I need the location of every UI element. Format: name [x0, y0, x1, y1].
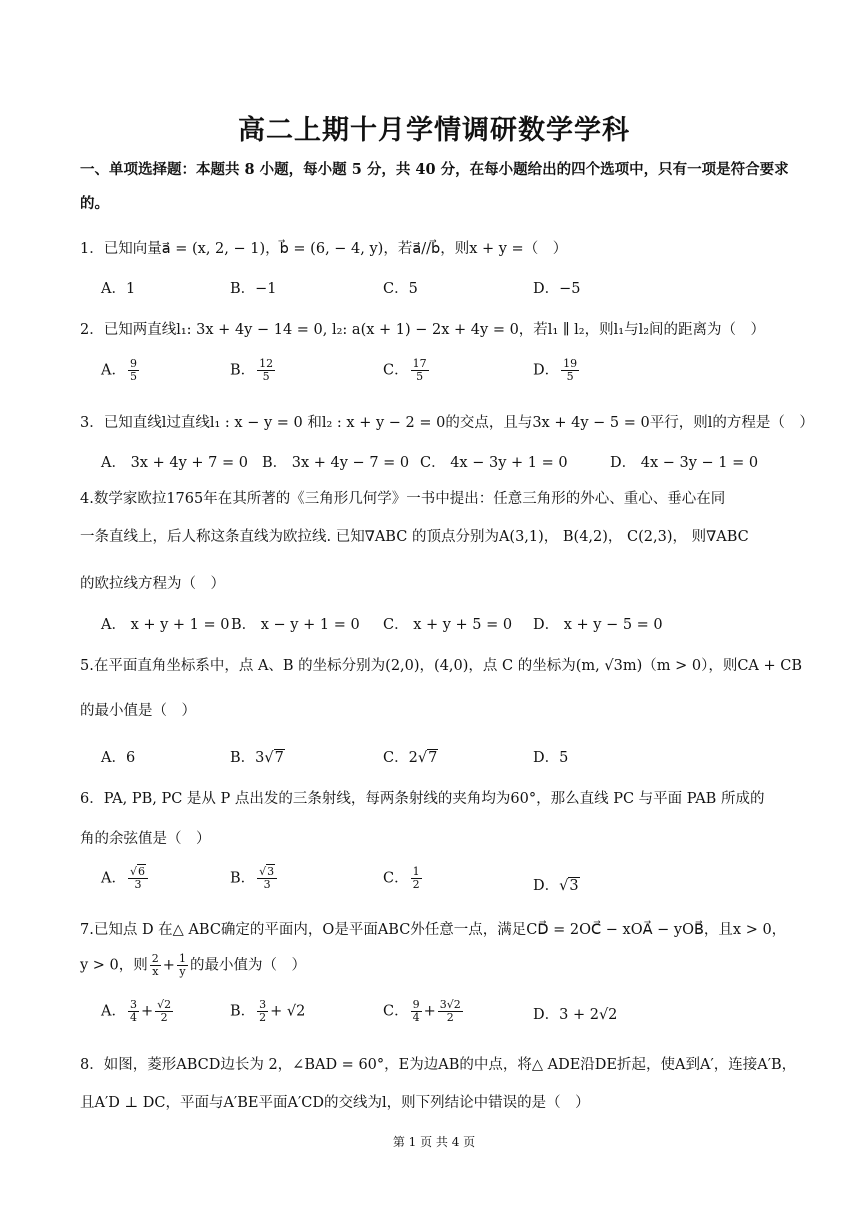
- question-6-option-a: [101, 866, 150, 891]
- denominator: 5: [566, 370, 574, 383]
- fraction: [128, 866, 148, 891]
- denominator: 2: [412, 878, 420, 891]
- square-root: √3: [559, 878, 579, 894]
- section-heading: 一、单项选择题：本题共 8 小题，每小题 5 分，共 40 分，在每小题给出的四个选项中，只有一项是符合要求的。: [80, 161, 789, 212]
- numerator: 17: [412, 357, 427, 370]
- option-label: B．3: [230, 750, 265, 766]
- question-1-option-a: A．1: [101, 281, 136, 297]
- radicand: 6: [138, 865, 145, 878]
- question-6-option-c: [383, 866, 424, 891]
- question-2-option-b: [230, 358, 277, 383]
- question-3-option-a: A． 3x + 4y + 7 = 0: [101, 455, 248, 471]
- question-4-option-d: D． x + y − 5 = 0: [533, 617, 663, 633]
- option-label: A．: [101, 1003, 126, 1020]
- numerator: 12: [259, 357, 274, 370]
- question-5-option-d: D．5: [533, 750, 569, 766]
- denominator: 4: [129, 1011, 137, 1024]
- denominator: 5: [416, 370, 424, 383]
- question-2-stem: 2．已知两直线l₁: 3x + 4y − 14 = 0, l₂: a(x + 1) − 2x + 4y = 0，若l₁ ∥ l₂，则l₁与l₂间的距离为（ ）: [80, 322, 766, 338]
- denominator: 5: [129, 370, 137, 383]
- question-4-line-3: 的欧拉线方程为（ ）: [80, 576, 225, 592]
- question-8-line-1: 8．如图，菱形ABCD边长为 2，∠BAD = 60°，E为边AB的中点，将△ ADE沿DE折起，使A到A′，连接A′B，: [80, 1057, 797, 1073]
- question-7-option-b: [230, 999, 305, 1024]
- question-6-option-b: [230, 866, 279, 891]
- question-2-option-a: [101, 358, 141, 383]
- numerator: 3: [259, 998, 267, 1011]
- question-4-option-a: A． x + y + 1 = 0: [101, 617, 230, 633]
- question-6-option-d: [533, 874, 580, 895]
- question-1-option-b: B．−1: [230, 281, 277, 297]
- option-label: D．: [533, 362, 560, 379]
- question-4-line-1: 4.数学家欧拉1765年在其所著的《三角形几何学》一书中提出：任意三角形的外心、重心、垂心在同: [80, 491, 726, 507]
- fraction: [257, 999, 268, 1024]
- question-5-option-a: A．6: [101, 750, 136, 766]
- question-7-option-a: A． $\frac{3}{4}$ + $\frac{√2}{2}$: [101, 998, 172, 1024]
- question-7-option-d: D．3 + 2√2: [533, 1007, 618, 1023]
- fraction: [150, 953, 161, 978]
- denominator: 3: [134, 878, 142, 891]
- question-8-line-2: 且A′D ⊥ DC，平面与A′BE平面A′CD的交线为l，则下列结论中错误的是（ ）: [80, 1095, 590, 1111]
- option-label: A．: [101, 362, 126, 379]
- fraction: [128, 358, 139, 383]
- denominator: y: [179, 965, 186, 978]
- fraction: [411, 358, 429, 383]
- fraction: [128, 999, 139, 1024]
- fraction: [155, 999, 173, 1024]
- question-4-line-2: 一条直线上，后人称这条直线为欧拉线. 已知∇ABC 的顶点分别为A(3,1)， B(4,2)， C(2,3)， 则∇ABC: [80, 529, 749, 545]
- radicand: 7: [428, 750, 438, 766]
- question-3-option-d: D． 4x − 3y − 1 = 0: [610, 455, 759, 471]
- fraction: [561, 358, 579, 383]
- fraction: [411, 866, 422, 891]
- page-title: 高二上期十月学情调研数学学科: [238, 115, 630, 146]
- page-footer: 第 1 页 共 4 页: [392, 1135, 476, 1149]
- numerator: 1: [178, 952, 186, 965]
- question-1-option-c: C．5: [383, 281, 418, 297]
- option-label: B．: [230, 362, 256, 379]
- text-segment: + √2: [270, 1003, 306, 1020]
- numerator: 3√2: [439, 998, 461, 1011]
- fraction: [438, 999, 463, 1024]
- numerator: 9: [129, 357, 137, 370]
- question-2-option-d: [533, 358, 581, 383]
- option-label: D．: [533, 878, 560, 894]
- option-label: C．: [383, 870, 409, 887]
- numerator: 19: [563, 357, 578, 370]
- question-1-option-d: D．−5: [533, 281, 581, 297]
- question-5-option-b: [230, 746, 285, 767]
- text-segment: 的最小值为（ ）: [189, 957, 306, 974]
- question-2-option-c: [383, 358, 431, 383]
- denominator: 2: [259, 1011, 267, 1024]
- numerator: 1: [412, 865, 420, 878]
- denominator: 3: [263, 878, 271, 891]
- question-5-line-2: 的最小值是（ ）: [80, 703, 196, 719]
- plus-sign: +: [162, 957, 175, 974]
- numerator: 2: [151, 952, 159, 965]
- question-3-option-c: C． 4x − 3y + 1 = 0: [420, 455, 568, 471]
- denominator: 2: [446, 1011, 454, 1024]
- option-label: B．: [230, 870, 256, 887]
- square-root: √7: [264, 750, 284, 766]
- denominator: 2: [160, 1011, 168, 1024]
- question-7-line-1: 7.已知点 D 在△ ABC确定的平面内，O是平面ABC外任意一点，满足CD⃗ = 2OC⃗ − xOA⃗ − yOB⃗，且x > 0，: [80, 922, 787, 938]
- numerator: 9: [412, 998, 420, 1011]
- square-root: √7: [417, 750, 438, 766]
- denominator: x: [152, 965, 159, 978]
- fraction: [257, 866, 277, 891]
- radicand: 3: [267, 865, 275, 878]
- question-3-option-b: B． 3x + 4y − 7 = 0: [262, 455, 410, 471]
- square-root: √3: [259, 865, 275, 878]
- denominator: 4: [412, 1011, 420, 1024]
- option-label: A．: [101, 870, 126, 887]
- text-segment: y > 0，则: [80, 957, 148, 974]
- numerator: √2: [157, 998, 172, 1011]
- option-label: C．2: [383, 750, 418, 766]
- question-7-option-c: C． $\frac{9}{4}$ + $\frac{3√2}{2}$: [383, 998, 461, 1024]
- question-4-option-b: B． x − y + 1 = 0: [231, 617, 360, 633]
- fraction: [257, 358, 275, 383]
- option-label: C．: [383, 362, 409, 379]
- question-7-line-2: [80, 953, 800, 978]
- question-5-line-1: 5.在平面直角坐标系中，点 A、B 的坐标分别为(2,0)，(4,0)，点 C 的坐标为(m, √3m)（m > 0），则CA + CB: [80, 658, 803, 674]
- question-6-line-1: 6．PA, PB, PC 是从 P 点出发的三条射线，每两条射线的夹角均为60°，那么直线 PC 与平面 PAB 所成的: [80, 791, 765, 807]
- question-6-line-2: 角的余弦值是（ ）: [80, 831, 211, 847]
- radicand: 3: [569, 878, 579, 894]
- option-label: B．: [230, 1003, 256, 1020]
- question-1-stem: 1．已知向量a⃗ = (x, 2, − 1)，b⃗ = (6, − 4, y)，若a⃗//b⃗，则x + y =（ ）: [80, 241, 568, 257]
- question-4-option-c: C． x + y + 5 = 0: [383, 617, 513, 633]
- numerator: 3: [129, 998, 137, 1011]
- question-3-stem: 3．已知直线l过直线l₁ : x − y = 0 和l₂ : x + y − 2 = 0的交点，且与3x + 4y − 5 = 0平行，则l的方程是（ ）: [80, 415, 814, 431]
- denominator: 5: [262, 370, 270, 383]
- option-label: C．: [383, 1003, 409, 1020]
- square-root: √6: [129, 865, 145, 878]
- question-5-option-c: [383, 746, 438, 767]
- radicand: 7: [274, 750, 284, 766]
- fraction: [177, 953, 188, 978]
- fraction: [411, 999, 422, 1024]
